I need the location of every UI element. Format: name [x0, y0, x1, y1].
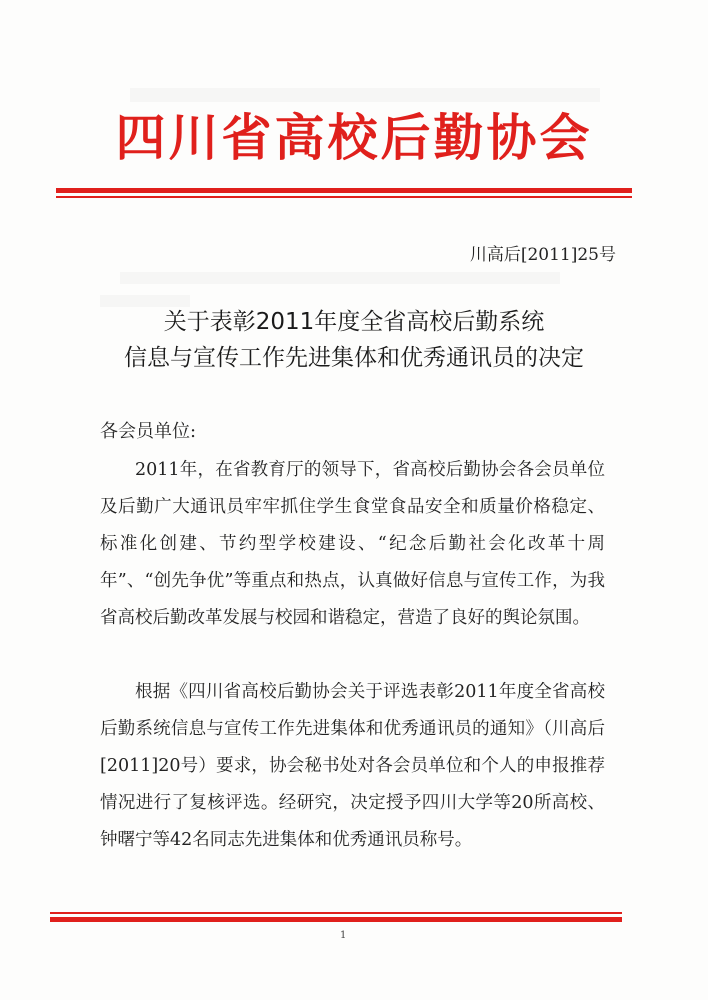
document-heading-line-2: 信息与宣传工作先进集体和优秀通讯员的决定: [124, 345, 584, 371]
header-rule-thick: [56, 188, 632, 193]
page-number: 1: [340, 930, 347, 941]
bleed-through-mark: [130, 88, 600, 102]
body-paragraph-2: 根据《四川省高校后勤协会关于评选表彰2011年度全省高校后勤系统信息与宣传工作先进集体和优秀通讯员的通知》（川高后[2011]20号）要求，协会秘书处对各会员单位和个人的申报推荐情况进行了复核评选。经研究，决定授予四川大学等20所高校、钟曙宁等42名同志先进集体和优秀通讯员称号。: [100, 682, 605, 850]
footer-rule-thick: [50, 917, 622, 922]
document-heading-line-1: 关于表彰2011年度全省高校后勤系统: [163, 309, 545, 335]
organization-masthead: 四川省高校后勤协会: [115, 109, 593, 167]
document-number: 川高后[2011]25号: [469, 245, 616, 265]
body-paragraph-1: 2011年，在省教育厅的领导下，省高校后勤协会各会员单位及后勤广大通讯员牢牢抓住学生食堂食品安全和质量价格稳定、标准化创建、节约型学校建设、“纪念后勤社会化改革十周年”、“创先争优”等重点和热点，认真做好信息与宣传工作，为我省高校后勤改革发展与校园和谐稳定，营造了良好的舆论氛围。: [100, 460, 605, 628]
footer-rule-thin: [50, 912, 622, 914]
header-rule-thin: [56, 196, 632, 198]
salutation: 各会员单位:: [100, 421, 197, 442]
bleed-through-mark: [120, 272, 560, 284]
